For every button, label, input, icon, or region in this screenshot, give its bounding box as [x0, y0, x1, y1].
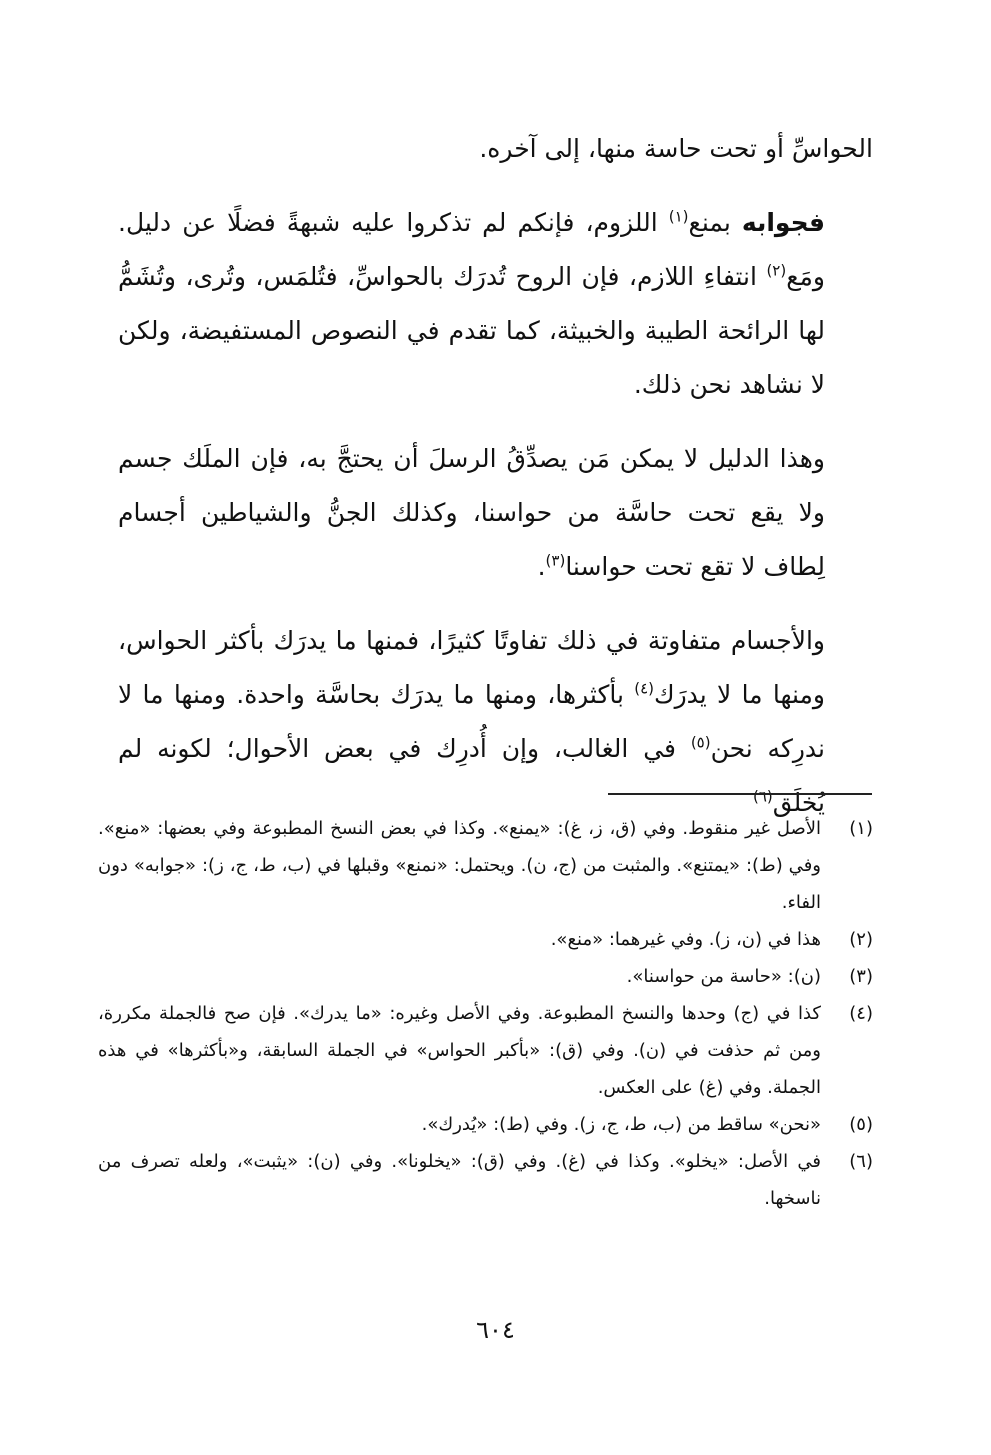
footnote-ref-1[interactable]: (١) [668, 207, 689, 226]
paragraph-2-lead: فجوابه [741, 208, 825, 237]
footnote-text: الأصل غير منقوط. وفي (ق، ز، غ): «يمنع». وكذا في بعض النسخ المطبوعة وفي بعضها: «منع». وفي (ط): «يمتنع». والمثبت من (ج، ن). ويحتمل: «نمنع» وقبلها في (ب، ط، ج، ز): «جوابه» دون الفاء. [98, 818, 821, 913]
footnote-number: (٥) [849, 1114, 873, 1135]
footnote-ref-3[interactable]: (٣) [545, 551, 566, 570]
main-text [118, 122, 873, 850]
footnotes [98, 810, 873, 1217]
footnote-text: كذا في (ج) وحدها والنسخ المطبوعة. وفي الأصل وغيره: «ما يدرك». فإن صح فالجملة مكررة، ومن ثم حذفت في (ن). وفي (ق): «بأكبر الحواس» في الجملة السابقة، و«بأكثرها» في هذه الجملة. وفي (غ) على العكس. [98, 1003, 821, 1098]
footnote-number: (٣) [849, 966, 873, 987]
footnote-text: في الأصل: «يخلو». وكذا في (غ). وفي (ق): «يخلونا». وفي (ن): «يثبت»، ولعله تصرف من ناسخها. [98, 1151, 821, 1209]
footnote-divider [608, 793, 872, 795]
paragraph-2-text-a: بمنع [688, 208, 742, 237]
footnote-ref-5[interactable]: (٥) [690, 733, 711, 752]
footnote-text: (ن): «حاسة من حواسنا». [626, 966, 821, 987]
paragraph-4-text-c: في الغالب، وإن أُدرِك في بعض الأحوال؛ لكونه لم يُخلَق [118, 734, 825, 817]
footnote-number: (٢) [849, 929, 873, 950]
footnote-5 [98, 1106, 873, 1143]
paragraph-3-text-b: . [537, 552, 546, 581]
footnote-6 [98, 1143, 873, 1217]
footnote-text: هذا في (ن، ز). وفي غيرهما: «منع». [550, 929, 821, 950]
footnote-ref-4[interactable]: (٤) [634, 679, 654, 698]
footnote-4 [98, 995, 873, 1106]
paragraph-4-text-b: بأكثرها، ومنها ما يدرَك بحاسَّة واحدة. ومنها ما لا ندرِكه نحن [118, 680, 825, 763]
footnote-ref-6[interactable]: (٦) [752, 787, 773, 806]
paragraph-1-text: الحواسِّ أو تحت حاسة منها، إلى آخره. [479, 134, 873, 163]
paragraph-2-text-c: انتفاءِ اللازم، فإن الروح تُدرَك بالحواسِّ، فتُلمَس، وتُرى، وتُشَمُّ لها الرائحة الطيبة والخبيثة، كما تقدم في النصوص المستفيضة، ولكن لا نشاهد نحن ذلك. [118, 262, 825, 399]
paragraph-1 [118, 122, 873, 176]
page-number: ٦٠٤ [476, 1316, 515, 1344]
footnote-3 [98, 958, 873, 995]
paragraph-4-text-a: والأجسام متفاوتة في ذلك تفاوتًا كثيرًا، فمنها ما يدرَك بأكثر الحواس، ومنها ما لا يدرَك [118, 626, 826, 709]
footnote-1 [98, 810, 873, 921]
footnote-number: (٤) [849, 1003, 873, 1024]
paragraph-3 [118, 432, 873, 594]
paragraph-2 [118, 196, 873, 412]
paragraph-2-text-b: اللزوم، فإنكم لم تذكروا عليه شبهةً فضلًا عن دليل. ومَع [118, 208, 825, 291]
paragraph-4 [118, 614, 873, 830]
paragraph-3-text-a: وهذا الدليل لا يمكن مَن يصدِّقُ الرسلَ أن يحتجَّ به، فإن الملَك جسم ولا يقع تحت حاسَّة من حواسنا، وكذلك الجنُّ والشياطين أجسام لِطاف لا تقع تحت حواسنا [118, 444, 825, 581]
footnote-ref-2[interactable]: (٢) [766, 261, 787, 280]
footnote-text: «نحن» ساقط من (ب، ط، ج، ز). وفي (ط): «يُدرك». [421, 1114, 821, 1135]
footnote-number: (١) [849, 818, 873, 839]
footnote-2 [98, 921, 873, 958]
footnote-number: (٦) [849, 1151, 873, 1172]
